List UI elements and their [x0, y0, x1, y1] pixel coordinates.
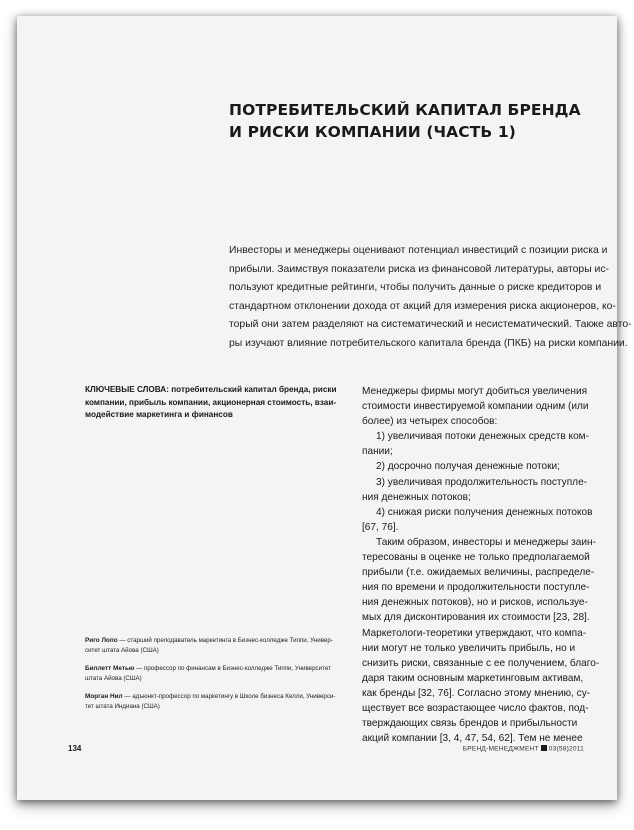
author-bio-line: ситет штата Айова (США) [85, 647, 159, 654]
body-line: Маркетологи-теоретики утверждают, что компа- [362, 627, 587, 639]
abstract-line: прибыли. Заимствуя показатели риска из финансовой литературы, авторы ис- [229, 263, 610, 275]
body-line: Таким образом, инвесторы и менеджеры заин- [376, 536, 596, 548]
body-line: ния денежных потоков; [362, 491, 471, 503]
author-bio-line: — профессор по финансам в Бизнес-колледже Типпи, Университет [136, 665, 331, 672]
square-bullet-icon [541, 745, 547, 751]
keywords-line: модействие маркетинга и финансов [85, 410, 233, 420]
keywords-line: компании, прибыль компании, акционерная стоимость, взаи- [85, 397, 337, 407]
author-bio-line: — адъюнкт-профессор по маркетингу в Школе бизнеса Келли, Универси- [124, 693, 336, 700]
body-line: мых для дисконтирования их стоимости [23, 28]. [362, 612, 590, 624]
author-name: Риго Лопо [85, 637, 118, 644]
abstract-line: Инвесторы и менеджеры оценивают потенциал инвестиций с позиции риска и [229, 245, 608, 256]
page-number: 134 [68, 744, 82, 753]
abstract-line: торый они затем разделяют на систематический и несистематический. Также авто- [229, 319, 632, 331]
author-note [85, 636, 355, 656]
keywords-line: КЛЮЧЕВЫЕ СЛОВА: потребительский капитал бренда, риски [85, 385, 337, 394]
body-line: тересованы в оценке не только предполагаемой [362, 552, 590, 564]
article-title [229, 99, 589, 143]
title-line: И РИСКИ КОМПАНИИ (ЧАСТЬ 1) [229, 123, 516, 141]
body-line: 2) досрочно получая денежные потоки; [376, 461, 560, 473]
journal-footer [463, 745, 584, 753]
title-line: ПОТРЕБИТЕЛЬСКИЙ КАПИТАЛ БРЕНДА [229, 101, 581, 119]
body-line: тверждающих связь брендов и прибыльности [362, 718, 578, 730]
body-line: нии могут не только увеличить прибыль, но и [362, 642, 576, 654]
abstract-line: пользуют кредитные рейтинги, чтобы получить данные о риске кредиторов и [229, 282, 602, 294]
journal-name: БРЕНД-МЕНЕДЖМЕНТ [462, 745, 539, 753]
body-line: акций компании [3, 4, 47, 54, 62]. Тем не менее [362, 733, 583, 745]
body-line: Менеджеры фирмы могут добиться увеличения [362, 386, 588, 397]
body-line: как бренды [32, 76]. Согласно этому мнению, су- [362, 687, 591, 699]
author-notes [85, 636, 355, 720]
body-text [362, 384, 602, 746]
page-sheet [17, 16, 632, 800]
body-line: пании; [362, 446, 393, 458]
body-line: прибыли (т.е. ожидаемых величины, распределе- [362, 567, 595, 579]
body-line: ществует все возрастающее число фактов, под- [362, 702, 589, 714]
body-line: ния денежных потоков), но и рисков, используе- [362, 597, 588, 609]
body-line: ния по времени и продолжительности поступле- [362, 582, 590, 594]
body-line: более) из четырех способов: [362, 416, 498, 428]
keywords [85, 384, 345, 422]
body-line: [67, 76]. [362, 521, 399, 533]
body-line: 4) снижая риски получения денежных потоков [376, 506, 593, 518]
body-line: снизить риски, связанные с ее получением, благо- [362, 657, 600, 669]
abstract [229, 242, 632, 354]
author-bio-line: — старший преподаватель маркетинга в Бизнес-колледже Типпи, Универ- [119, 637, 333, 644]
body-line: даря таким основным маркетинговым активам, [362, 672, 584, 684]
body-line: стоимости инвестируемой компании одним (или [362, 401, 589, 413]
author-note [85, 664, 355, 684]
author-bio-line: тет штата Индиана (США) [85, 703, 160, 710]
journal-issue: 03(58)2011 [548, 745, 584, 753]
abstract-line: стандартном отклонении дохода от акций для измерения риска акционеров, ко- [229, 300, 616, 312]
author-name: Биллетт Метью [85, 665, 135, 672]
body-line: 3) увеличивая продолжительность поступле- [376, 476, 588, 488]
author-name: Морган Нил [85, 693, 123, 700]
abstract-line: ры изучают влияние потребительского капитала бренда (ПКБ) на риски компании. [229, 337, 628, 349]
author-note [85, 692, 355, 712]
body-line: 1) увеличивая потоки денежных средств ком- [376, 431, 589, 443]
author-bio-line: штата Айова (США) [85, 675, 142, 682]
